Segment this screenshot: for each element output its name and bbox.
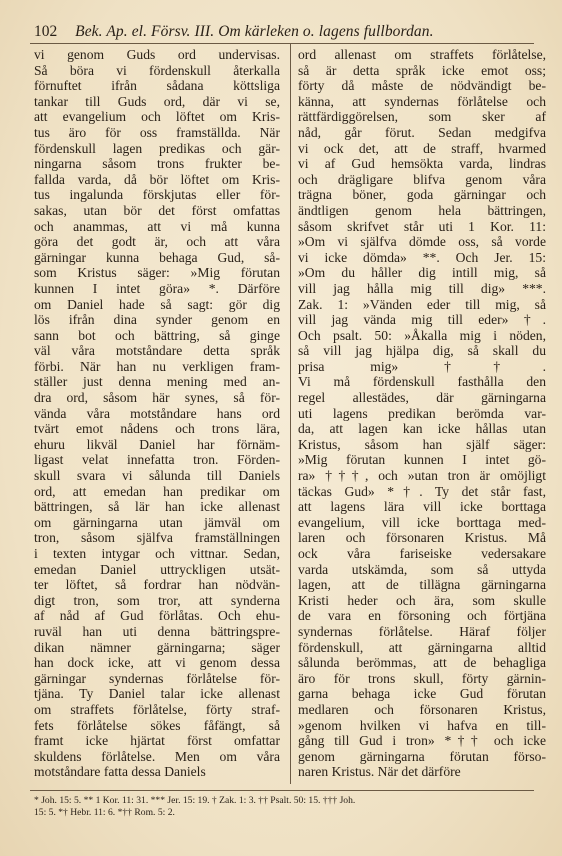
text-line: laren och försonaren Kristus. Må — [298, 530, 546, 546]
text-line: gärningar kunna behaga Gud, så- — [34, 249, 280, 265]
text-line: sakas, utan bör det först omfattas — [34, 202, 280, 218]
text-line: motståndare fatta dessa Daniels — [34, 764, 206, 780]
text-line: Så böra vi fördenskull återkalla — [34, 62, 280, 78]
text-line: ock våra fariseiske vedersakare — [298, 546, 546, 561]
text-line: af nåd af Gud förlåtas. Och ehu- — [34, 608, 280, 624]
text-line: lagen, att de tillägna gärningarna — [298, 577, 546, 593]
text-line: vi genom Guds ord undervisas. — [34, 47, 280, 62]
text-line: så vill jag hjälpa dig, så skall du — [298, 343, 546, 359]
text-line: Kristus, såsom han själf säger: — [298, 436, 546, 452]
text-line: han dock icke, att vi genom dessa — [34, 655, 280, 671]
text-line: att lagens lära vill icke borttaga — [298, 499, 546, 515]
text-line: Kristi heder och ära, som skulle — [298, 592, 546, 608]
text-line: »genom hvilken vi hafva en till- — [298, 717, 546, 733]
text-line: täckas Gud» *†. Ty det står fast, — [298, 483, 546, 499]
text-line: tjäna. Ty Daniel talar icke allenast — [34, 686, 280, 702]
text-line: garna behaga icke Gud förutan — [298, 686, 546, 702]
text-line: framt icke hjärtat först omfattar — [34, 733, 280, 749]
text-line: i texten intygar och vittnar. Sedan, — [34, 546, 280, 561]
left-column — [34, 47, 280, 780]
text-line: genom gärningarna förutan förso- — [298, 748, 546, 764]
text-line: skuldens förlåtelse. Men om våra — [34, 748, 280, 764]
text-line: medlaren och försonaren Kristus, — [298, 701, 546, 717]
text-line: rättfärdiggörelsen, som sker af — [298, 109, 546, 125]
text-line: lös ifrån dina synder genom en — [34, 312, 280, 328]
text-line: evangelium, vill icke borttaga med- — [298, 514, 546, 530]
text-line: vi ock det, att de straff, hvarmed — [298, 140, 546, 156]
text-line: såsom skrifvet står uti 1 Kor. 11: — [298, 218, 546, 234]
text-line: »Mig förutan kunnen I intet gö- — [298, 452, 546, 468]
text-line: regel allestädes, där gärningarna — [298, 390, 546, 406]
text-line: Vi må fördenskull fasthålla den — [298, 374, 546, 390]
text-line: tankar till Guds ord, där vi se, — [34, 93, 280, 109]
text-line: tron, såsom själfva framställningen — [34, 530, 280, 546]
text-line: gång till Gud i tron» *†† och icke — [298, 733, 546, 749]
text-line: förty då måste de nödvändigt be- — [298, 78, 546, 94]
text-line: förnuftet ifrån sådana köttsliga — [34, 78, 280, 94]
page-header — [34, 22, 532, 42]
text-line: dra ord, såsom här synes, så för- — [34, 390, 280, 406]
text-line: bättringen, så lär han icke allenast — [34, 499, 280, 515]
footnotes — [34, 795, 534, 819]
text-line: om gärningarna utan jämväl om — [34, 514, 280, 530]
text-line: väl våra motståndare detta språk — [34, 343, 280, 359]
text-line: om Daniel hade så sagt: gör dig — [34, 296, 280, 312]
text-line: ruväl han uti denna bättringspre- — [34, 623, 280, 639]
footnote-line: * Joh. 15: 5. ** 1 Kor. 11: 31. *** Jer. 15: 19. † Zak. 1: 3. †† Psalt. 50: 15. ††† Joh. — [34, 795, 356, 806]
text-line: tus äro för oss framställda. När — [34, 124, 280, 140]
text-line: förbi. När han nu verkligen fram- — [34, 358, 280, 374]
text-line: göra det godt är, och att våra — [34, 234, 280, 250]
text-line: ställer just denna mening med an- — [34, 374, 280, 390]
text-line: varda utskämda, som så uttyda — [298, 561, 546, 577]
right-column — [298, 47, 546, 780]
text-line: fördenskull lagen predikas och gär- — [34, 140, 280, 156]
text-line: fets förlåtelse sökes fåfängt, så — [34, 717, 280, 733]
running-title: Bek. Ap. el. Försv. III. Om kärleken o. lagens fullbordan. — [75, 23, 434, 40]
text-line: uti lagens predikan berömda var- — [298, 405, 546, 421]
text-line: nåd, går förut. Sedan medgifva — [298, 124, 546, 140]
column-divider — [290, 44, 291, 784]
text-line: naren Kristus. När det därföre — [298, 764, 461, 780]
text-line: och anammas, att vi må kunna — [34, 218, 280, 234]
text-line: digt tron, som tror, att synderna — [34, 592, 280, 608]
text-line: de vara en försoning och förtjäna — [298, 608, 546, 624]
footnote-rule — [30, 790, 534, 791]
text-line: sålunda berömmas, att de behagliga — [298, 655, 546, 671]
text-line: om straffets förlåtelse, förty straf- — [34, 701, 280, 717]
text-line: vill jag hålla mig till dig» ***. — [298, 280, 546, 296]
text-line: att evangelium och löftet om Kris- — [34, 109, 280, 125]
text-line: ter löftet, så fordrar han nödvän- — [34, 577, 280, 593]
text-line: känna, att syndernas förlåtelse och — [298, 93, 546, 109]
text-line: tus ingalunda förskjutas eller för- — [34, 187, 280, 203]
text-line: ningarna såsom trons frukter be- — [34, 156, 280, 172]
text-line: vill jag vända mig till eder» †. — [298, 312, 546, 328]
text-line: sann bot och bättring, så ginge — [34, 327, 280, 343]
text-line: och drägligare blifva genom våra — [298, 171, 546, 187]
text-line: vända våra motståndare hans ord — [34, 405, 280, 421]
text-line: fördenskull, att gärningarna alltid — [298, 639, 546, 655]
text-line: Och psalt. 50: »Åkalla mig i nöden, — [298, 327, 546, 343]
text-line: »Om du håller dig intill mig, så — [298, 265, 546, 281]
text-line: ra» †††, och »utan tron är omöjligt — [298, 468, 546, 484]
text-line: skull svara vi sålunda till Daniels — [34, 468, 280, 484]
text-line: fallda varda, då bör löftet om Kris- — [34, 171, 280, 187]
text-line: prisa mig» ††. — [298, 358, 546, 374]
text-line: »Om vi själfva dömde oss, så vorde — [298, 234, 546, 250]
text-line: da, att lagen kan icke hållas utan — [298, 421, 546, 437]
text-line: ehuru likväl Daniel har förnäm- — [34, 436, 280, 452]
text-line: gärningar syndernas förlåtelse för- — [34, 670, 280, 686]
text-line: som Kristus säger: »Mig förutan — [34, 265, 280, 281]
text-line: trägna böner, goda gärningar och — [298, 187, 546, 203]
text-line: vi af Gud hemsökta varda, lindras — [298, 156, 546, 172]
text-line: ord allenast om straffets förlåtelse, — [298, 47, 546, 62]
footnote-line: 15: 5. *† Hebr. 11: 6. *†† Rom. 5: 2. — [34, 807, 175, 818]
text-line: ord, att emedan han predikar om — [34, 483, 280, 499]
text-line: kunnen I intet göra» *. Därföre — [34, 280, 280, 296]
text-line: Zak. 1: »Vänden eder till mig, så — [298, 296, 546, 312]
text-line: dikan nämner gärningarna; säger — [34, 639, 280, 655]
page-number: 102 — [34, 23, 58, 40]
text-line: syndernas förlåtelse. Häraf följer — [298, 623, 546, 639]
text-line: vi icke dömda» **. Och Jer. 15: — [298, 249, 546, 265]
text-line: så är detta språk icke emot oss; — [298, 62, 546, 78]
text-line: ändtligen genom hela bättringen, — [298, 202, 546, 218]
header-rule — [30, 43, 534, 44]
text-line: ligast velat innefatta tron. Förden- — [34, 452, 280, 468]
text-line: tvärt emot nådens och trons lära, — [34, 421, 280, 437]
text-line: emedan Daniel uttryckligen utsät- — [34, 561, 280, 577]
text-line: äro för trons skull, förty gärnin- — [298, 670, 546, 686]
